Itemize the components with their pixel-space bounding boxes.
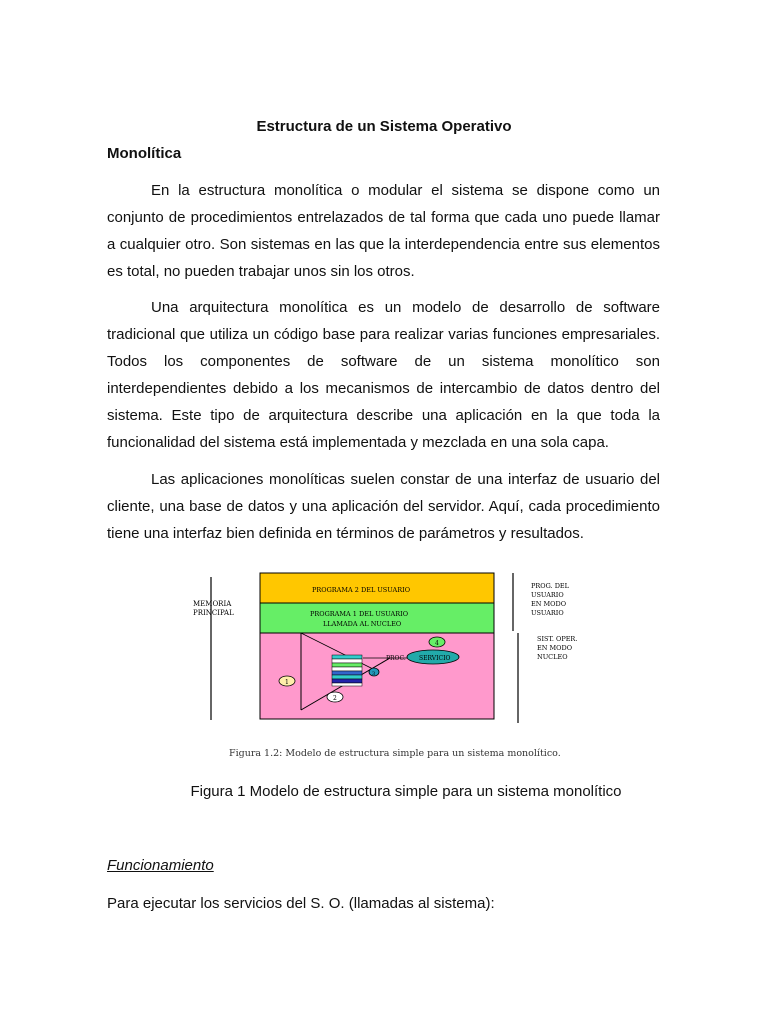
side-label: SIST. OPER. <box>537 635 578 643</box>
figure-image-caption: Figura 1.2: Modelo de estructura simple para un sistema monolítico. <box>229 748 561 759</box>
side-label: EN MODO <box>531 600 567 608</box>
paragraph: Para ejecutar los servicios del S. O. (llamadas al sistema): <box>107 895 495 912</box>
side-label: NUCLEO <box>537 653 568 661</box>
side-label: PROG. DEL <box>531 582 569 590</box>
box-label: LLAMADA AL NUCLEO <box>323 620 402 628</box>
subsection-heading: Funcionamiento <box>107 857 214 874</box>
proc-label: PROC. <box>386 655 406 662</box>
memory-label: PRINCIPAL <box>193 609 234 617</box>
procedure-table-row <box>332 679 362 683</box>
procedure-table-row <box>332 683 362 686</box>
service-label: SERVICIO <box>419 655 451 662</box>
monolithic-structure-diagram <box>190 565 590 765</box>
procedure-table-row <box>332 663 362 667</box>
paragraph: Las aplicaciones monolíticas suelen constar de una interfaz de usuario del cliente, una base de datos y una aplicación del servidor. Aquí, cada procedimiento tiene una interfaz bien definida en términos de parámetros y resultados. <box>107 471 660 542</box>
procedure-table-row <box>332 675 362 679</box>
box-label: PROGRAMA 1 DEL USUARIO <box>310 610 409 618</box>
section-heading: Monolítica <box>107 145 182 162</box>
step-marker-label: 2 <box>333 695 337 702</box>
step-marker-label: 1 <box>285 679 289 686</box>
procedure-table-row <box>332 667 362 671</box>
step-marker-label: 3 <box>372 671 376 677</box>
page-title: Estructura de un Sistema Operativo <box>256 118 512 135</box>
side-label: USUARIO <box>531 591 564 599</box>
paragraph: En la estructura monolítica o modular el sistema se dispone como un conjunto de procedimientos entrelazados de tal forma que cada uno puede llamar a cualquier otro. Son sistemas en las que la interdependencia entre sus elementos es total, no pueden trabajar unos sin los otros. <box>107 182 660 280</box>
side-label: EN MODO <box>537 644 573 652</box>
kernel-box <box>260 633 494 719</box>
paragraph: Una arquitectura monolítica es un modelo de desarrollo de software tradicional que utiliza un código base para realizar varias funciones empresariales. Todos los componentes de software de un sistema monolítico son interdependientes debido a los mecanismos de intercambio de datos dentro del sistema. Este tipo de arquitectura describe una aplicación en la que toda la funcionalidad del sistema está implementada y mezclada en una sola capa. <box>107 299 660 451</box>
memory-label: MEMORIA <box>193 600 232 608</box>
box-label: PROGRAMA 2 DEL USUARIO <box>312 586 411 594</box>
procedure-table-row <box>332 655 362 659</box>
figure-caption: Figura 1 Modelo de estructura simple para un sistema monolítico <box>190 783 622 800</box>
procedure-table-row <box>332 659 362 663</box>
side-label: USUARIO <box>531 609 564 617</box>
step-marker-label: 4 <box>435 640 439 647</box>
procedure-table-row <box>332 671 362 675</box>
user-program-1-box <box>260 603 494 633</box>
